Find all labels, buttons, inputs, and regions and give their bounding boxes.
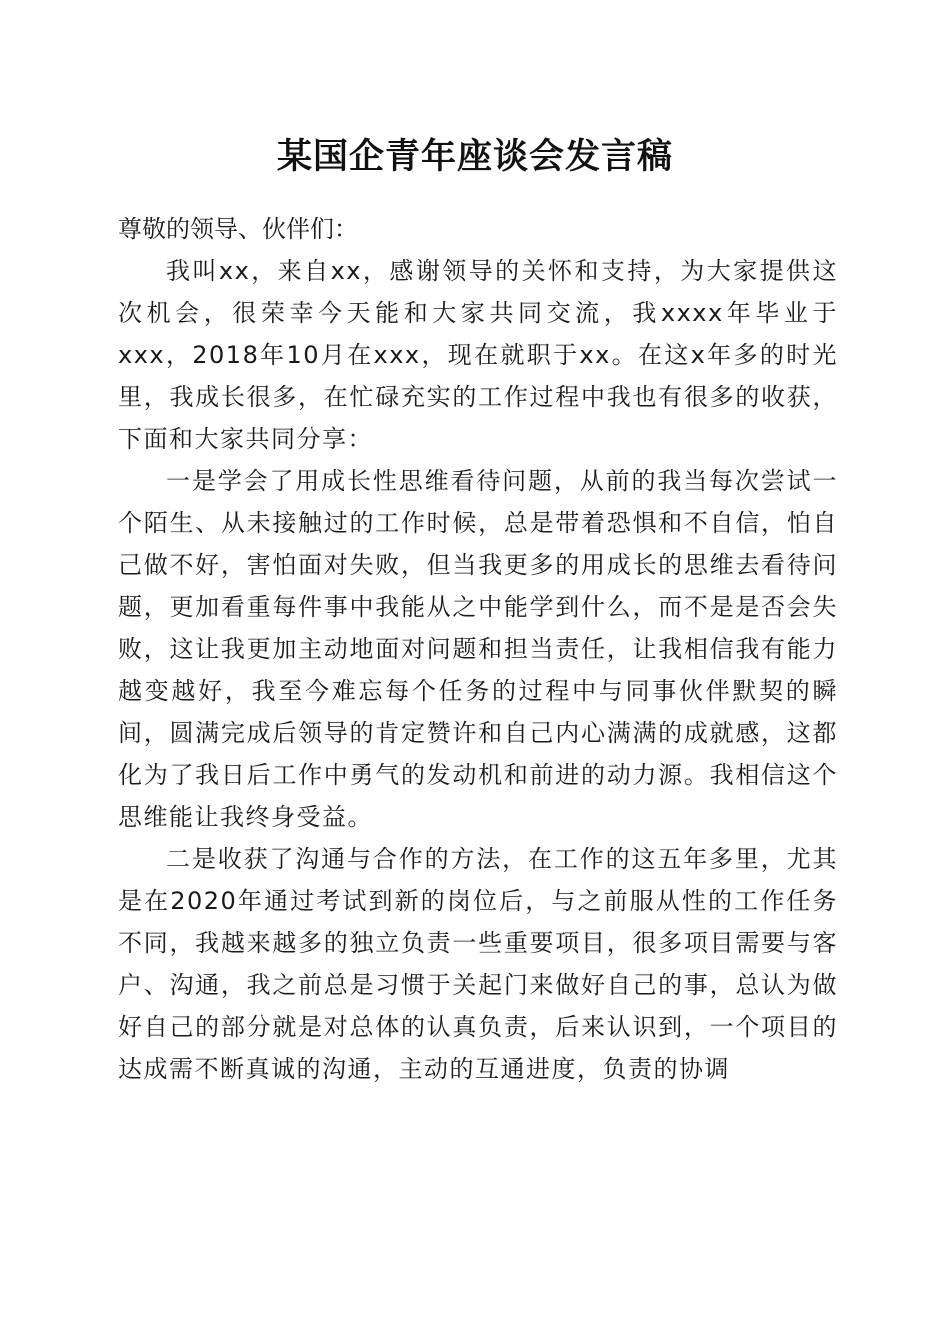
document-title: 某国企青年座谈会发言稿 <box>276 136 673 177</box>
paragraph-intro: 我叫xx，来自xx，感谢领导的关怀和支持，为大家提供这次机会，很荣幸今天能和大家共同交流，我xxxx年毕业于xxx，2018年10月在xxx，现在就职于xx。在这x年多的时光里，我成长很多，在忙碌充实的工作过程中我也有很多的收获，下面和大家共同分享： <box>118 257 838 453</box>
salutation: 尊敬的领导、伙伴们： <box>118 215 358 243</box>
document-body <box>118 208 838 1090</box>
paragraph-point-one: 一是学会了用成长性思维看待问题，从前的我当每次尝试一个陌生、从未接触过的工作时候，总是带着恐惧和不自信，怕自己做不好，害怕面对失败，但当我更多的用成长的思维去看待问题，更加看重每件事中我能从之中能学到什么，而不是是否会失败，这让我更加主动地面对问题和担当责任，让我相信我有能力越变越好，我至今难忘每个任务的过程中与同事伙伴默契的瞬间，圆满完成后领导的肯定赞许和自己内心满满的成就感，这都化为了我日后工作中勇气的发动机和前进的动力源。我相信这个思维能让我终身受益。 <box>118 467 838 831</box>
paragraph-point-two: 二是收获了沟通与合作的方法，在工作的这五年多里，尤其是在2020年通过考试到新的岗位后，与之前服从性的工作任务不同，我越来越多的独立负责一些重要项目，很多项目需要与客户、沟通，我之前总是习惯于关起门来做好自己的事，总认为做好自己的部分就是对总体的认真负责，后来认识到，一个项目的达成需不断真诚的沟通，主动的互通进度，负责的协调 <box>118 845 838 1083</box>
